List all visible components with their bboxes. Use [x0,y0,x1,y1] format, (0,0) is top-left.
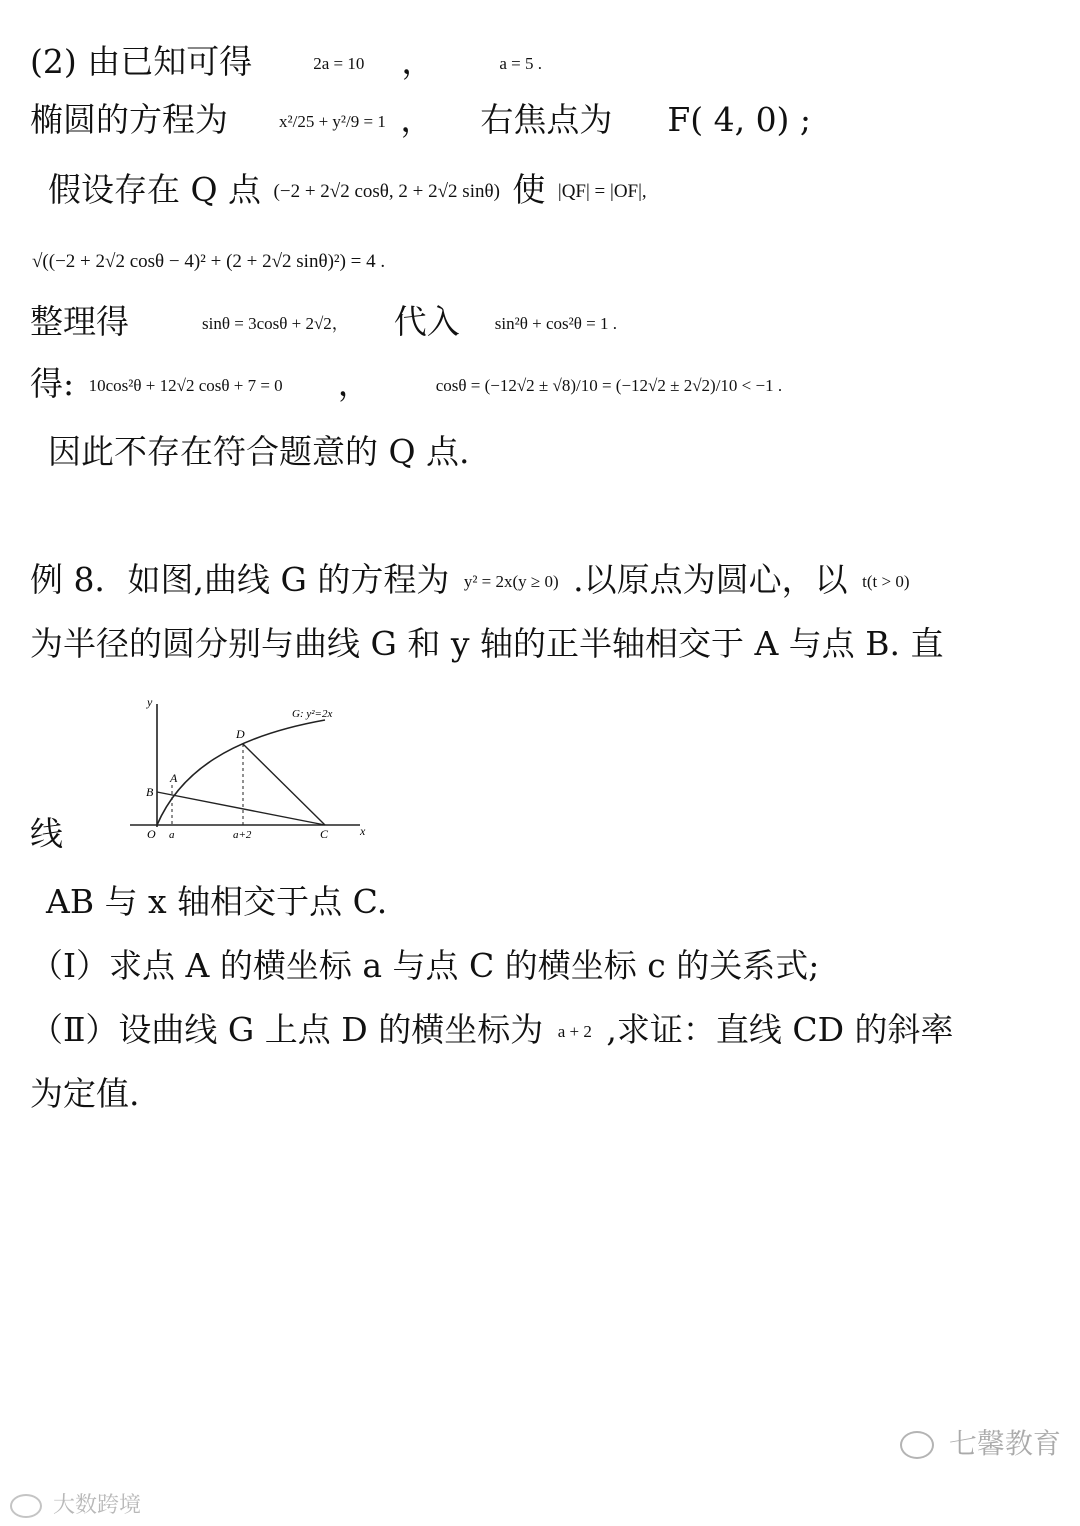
line-2-text: 椭圆的方程为 [30,100,228,139]
line-1 [30,42,546,84]
line-6-text: 得: [30,364,75,403]
formula-cos-theta: cosθ = (−12√2 ± √8)/10 = (−12√2 ± 2√2)/10 < −1 . [435,376,783,395]
line-5-text2: 代入 [393,302,460,341]
line-8-text2: .以原点为圆心，以 [573,560,848,599]
line-1-sep: ， [401,42,435,81]
line-5-text: 整理得 [30,302,129,341]
formula-ellipse: x²/25 + y²/9 = 1 [279,112,386,131]
formula-a: a = 5 . [499,54,543,73]
line-ab [157,792,325,825]
watermark-right [900,1422,1061,1462]
line-2-sep: ， [400,100,434,139]
formula-2a: 2a = 10 [313,54,365,73]
conclusion-text: 因此不存在符合题意的 Q 点. [48,432,470,471]
question-2: （Ⅱ）设曲线 G 上点 D 的横坐标为 [30,1010,544,1049]
line-9 [30,624,944,664]
example-figure [120,692,370,850]
example-8-heading: 例 8．如图,曲线 G 的方程为 [30,560,450,599]
label-a-coord: a [169,829,175,841]
line-7 [48,432,470,472]
line-9-text: 为半径的圆分别与曲线 G 和 y 轴的正半轴相交于 A 与点 B. 直 [30,624,944,663]
formula-identity: sin²θ + cos²θ = 1 . [494,314,617,333]
label-x: x [360,824,366,838]
formula-quadratic: 10cos²θ + 12√2 cosθ + 7 = 0 [88,376,283,395]
line-12 [30,946,819,986]
line-11 [46,882,387,922]
line-11-text: AB 与 x 轴相交于点 C. [46,882,388,921]
formula-qf-of: |QF| = |OF|, [557,181,647,202]
label-o: O [147,827,156,841]
label-b: B [146,785,154,799]
line-dc [243,744,325,825]
label-y: y [147,695,153,709]
line-8 [30,560,914,602]
label-c: C [320,827,329,841]
line-4 [30,240,387,282]
formula-curve-g: y² = 2x(y ≥ 0) [463,572,559,591]
line-3 [48,170,649,212]
label-d: D [236,727,245,741]
wechat-icon [900,1431,934,1459]
watermark-right-text: 七馨教育 [948,1427,1061,1460]
formula-distance: √((−2 + 2√2 cosθ − 4)² + (2 + 2√2 sinθ)²) = 4 . [32,251,386,272]
label-a-point: A [170,771,178,785]
line-3-text: 假设存在 Q 点 [48,170,262,209]
line-10-text: 线 [30,814,63,853]
line-14 [30,1074,140,1114]
watermark-left [10,1488,141,1519]
line-1-text: (2) 由已知可得 [30,42,253,81]
line-6-sep: ， [337,364,371,403]
line-5 [30,302,621,344]
line-13 [30,1010,954,1052]
formula-sin-theta: sinθ = 3cosθ + 2√2， [202,314,349,333]
line-3-text2: 使 [512,170,546,209]
label-a2-coord: a+2 [233,829,252,841]
line-6 [30,364,786,406]
line-10 [30,814,63,854]
formula-a-plus-2: a + 2 [557,1022,592,1041]
line-2 [30,100,811,142]
weibo-icon [10,1494,42,1518]
formula-q-point: (−2 + 2√2 cosθ, 2 + 2√2 sinθ) [273,181,500,202]
focus-point: F( 4, 0) ; [667,100,812,139]
line-2-text2: 右焦点为 [480,100,613,139]
watermark-left-text: 大数跨境 [53,1493,142,1518]
line-14-text: 为定值. [30,1074,140,1113]
question-1: （Ⅰ）求点 A 的横坐标 a 与点 C 的横坐标 c 的关系式; [30,946,820,985]
question-2-text2: ,求证：直线 CD 的斜率 [606,1010,954,1049]
label-curve: G: y²=2x [292,708,333,720]
formula-t: t(t > 0) [862,572,910,591]
